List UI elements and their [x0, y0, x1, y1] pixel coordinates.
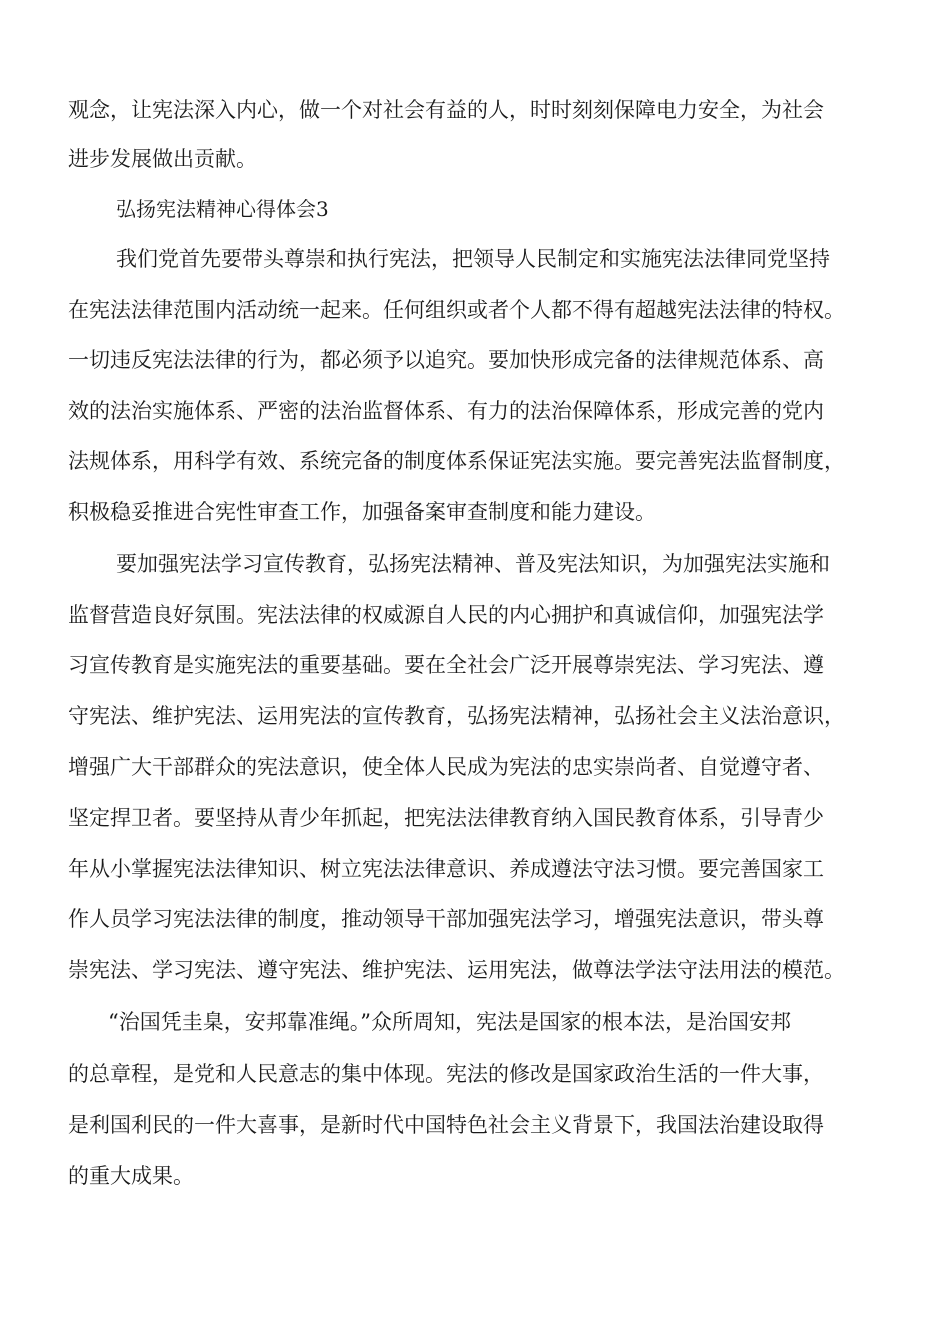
text-line: 习宣传教育是实施宪法的重要基础。要在全社会广泛开展尊崇宪法、学习宪法、遵	[68, 653, 824, 677]
text-line: 作人员学习宪法法律的制度，推动领导干部加强宪法学习，增强宪法意识，带头尊	[68, 907, 824, 931]
text-line: 监督营造良好氛围。宪法法律的权威源自人民的内心拥护和真诚信仰，加强宪法学	[68, 603, 824, 627]
text-line: 坚定捍卫者。要坚持从青少年抓起，把宪法法律教育纳入国民教育体系，引导青少	[68, 806, 824, 830]
section-heading: 弘扬宪法精神心得体会3	[116, 197, 329, 221]
text-line: 进步发展做出贡献。	[68, 147, 257, 171]
text-line: “治国凭圭臬，安邦靠准绳。”众所周知，宪法是国家的根本法，是治国安邦	[108, 1010, 791, 1034]
text-line: 的重大成果。	[68, 1164, 194, 1188]
text-line: 守宪法、维护宪法、运用宪法的宣传教育，弘扬宪法精神，弘扬社会主义法治意识，	[68, 704, 845, 728]
text-line: 积极稳妥推进合宪性审查工作，加强备案审查制度和能力建设。	[68, 500, 656, 524]
text-line: 我们党首先要带头尊崇和执行宪法，把领导人民制定和实施宪法法律同党坚持	[116, 247, 830, 271]
text-line: 观念，让宪法深入内心，做一个对社会有益的人，时时刻刻保障电力安全，为社会	[68, 98, 824, 122]
text-line: 要加强宪法学习宣传教育，弘扬宪法精神、普及宪法知识，为加强宪法实施和	[116, 552, 830, 576]
text-line: 效的法治实施体系、严密的法治监督体系、有力的法治保障体系，形成完善的党内	[68, 399, 824, 423]
text-line: 年从小掌握宪法法律知识、树立宪法法律意识、养成遵法守法习惯。要完善国家工	[68, 857, 824, 881]
text-line: 是利国利民的一件大喜事，是新时代中国特色社会主义背景下，我国法治建设取得	[68, 1113, 824, 1137]
text-line: 增强广大干部群众的宪法意识，使全体人民成为宪法的忠实崇尚者、自觉遵守者、	[68, 755, 824, 779]
text-line: 一切违反宪法法律的行为，都必须予以追究。要加快形成完备的法律规范体系、高	[68, 348, 824, 372]
text-line: 在宪法法律范围内活动统一起来。任何组织或者个人都不得有超越宪法法律的特权。	[68, 298, 845, 322]
text-line: 法规体系，用科学有效、系统完备的制度体系保证宪法实施。要完善宪法监督制度，	[68, 449, 845, 473]
text-line: 崇宪法、学习宪法、遵守宪法、维护宪法、运用宪法，做尊法学法守法用法的模范。	[68, 958, 845, 982]
text-line: 的总章程，是党和人民意志的集中体现。宪法的修改是国家政治生活的一件大事，	[68, 1062, 824, 1086]
